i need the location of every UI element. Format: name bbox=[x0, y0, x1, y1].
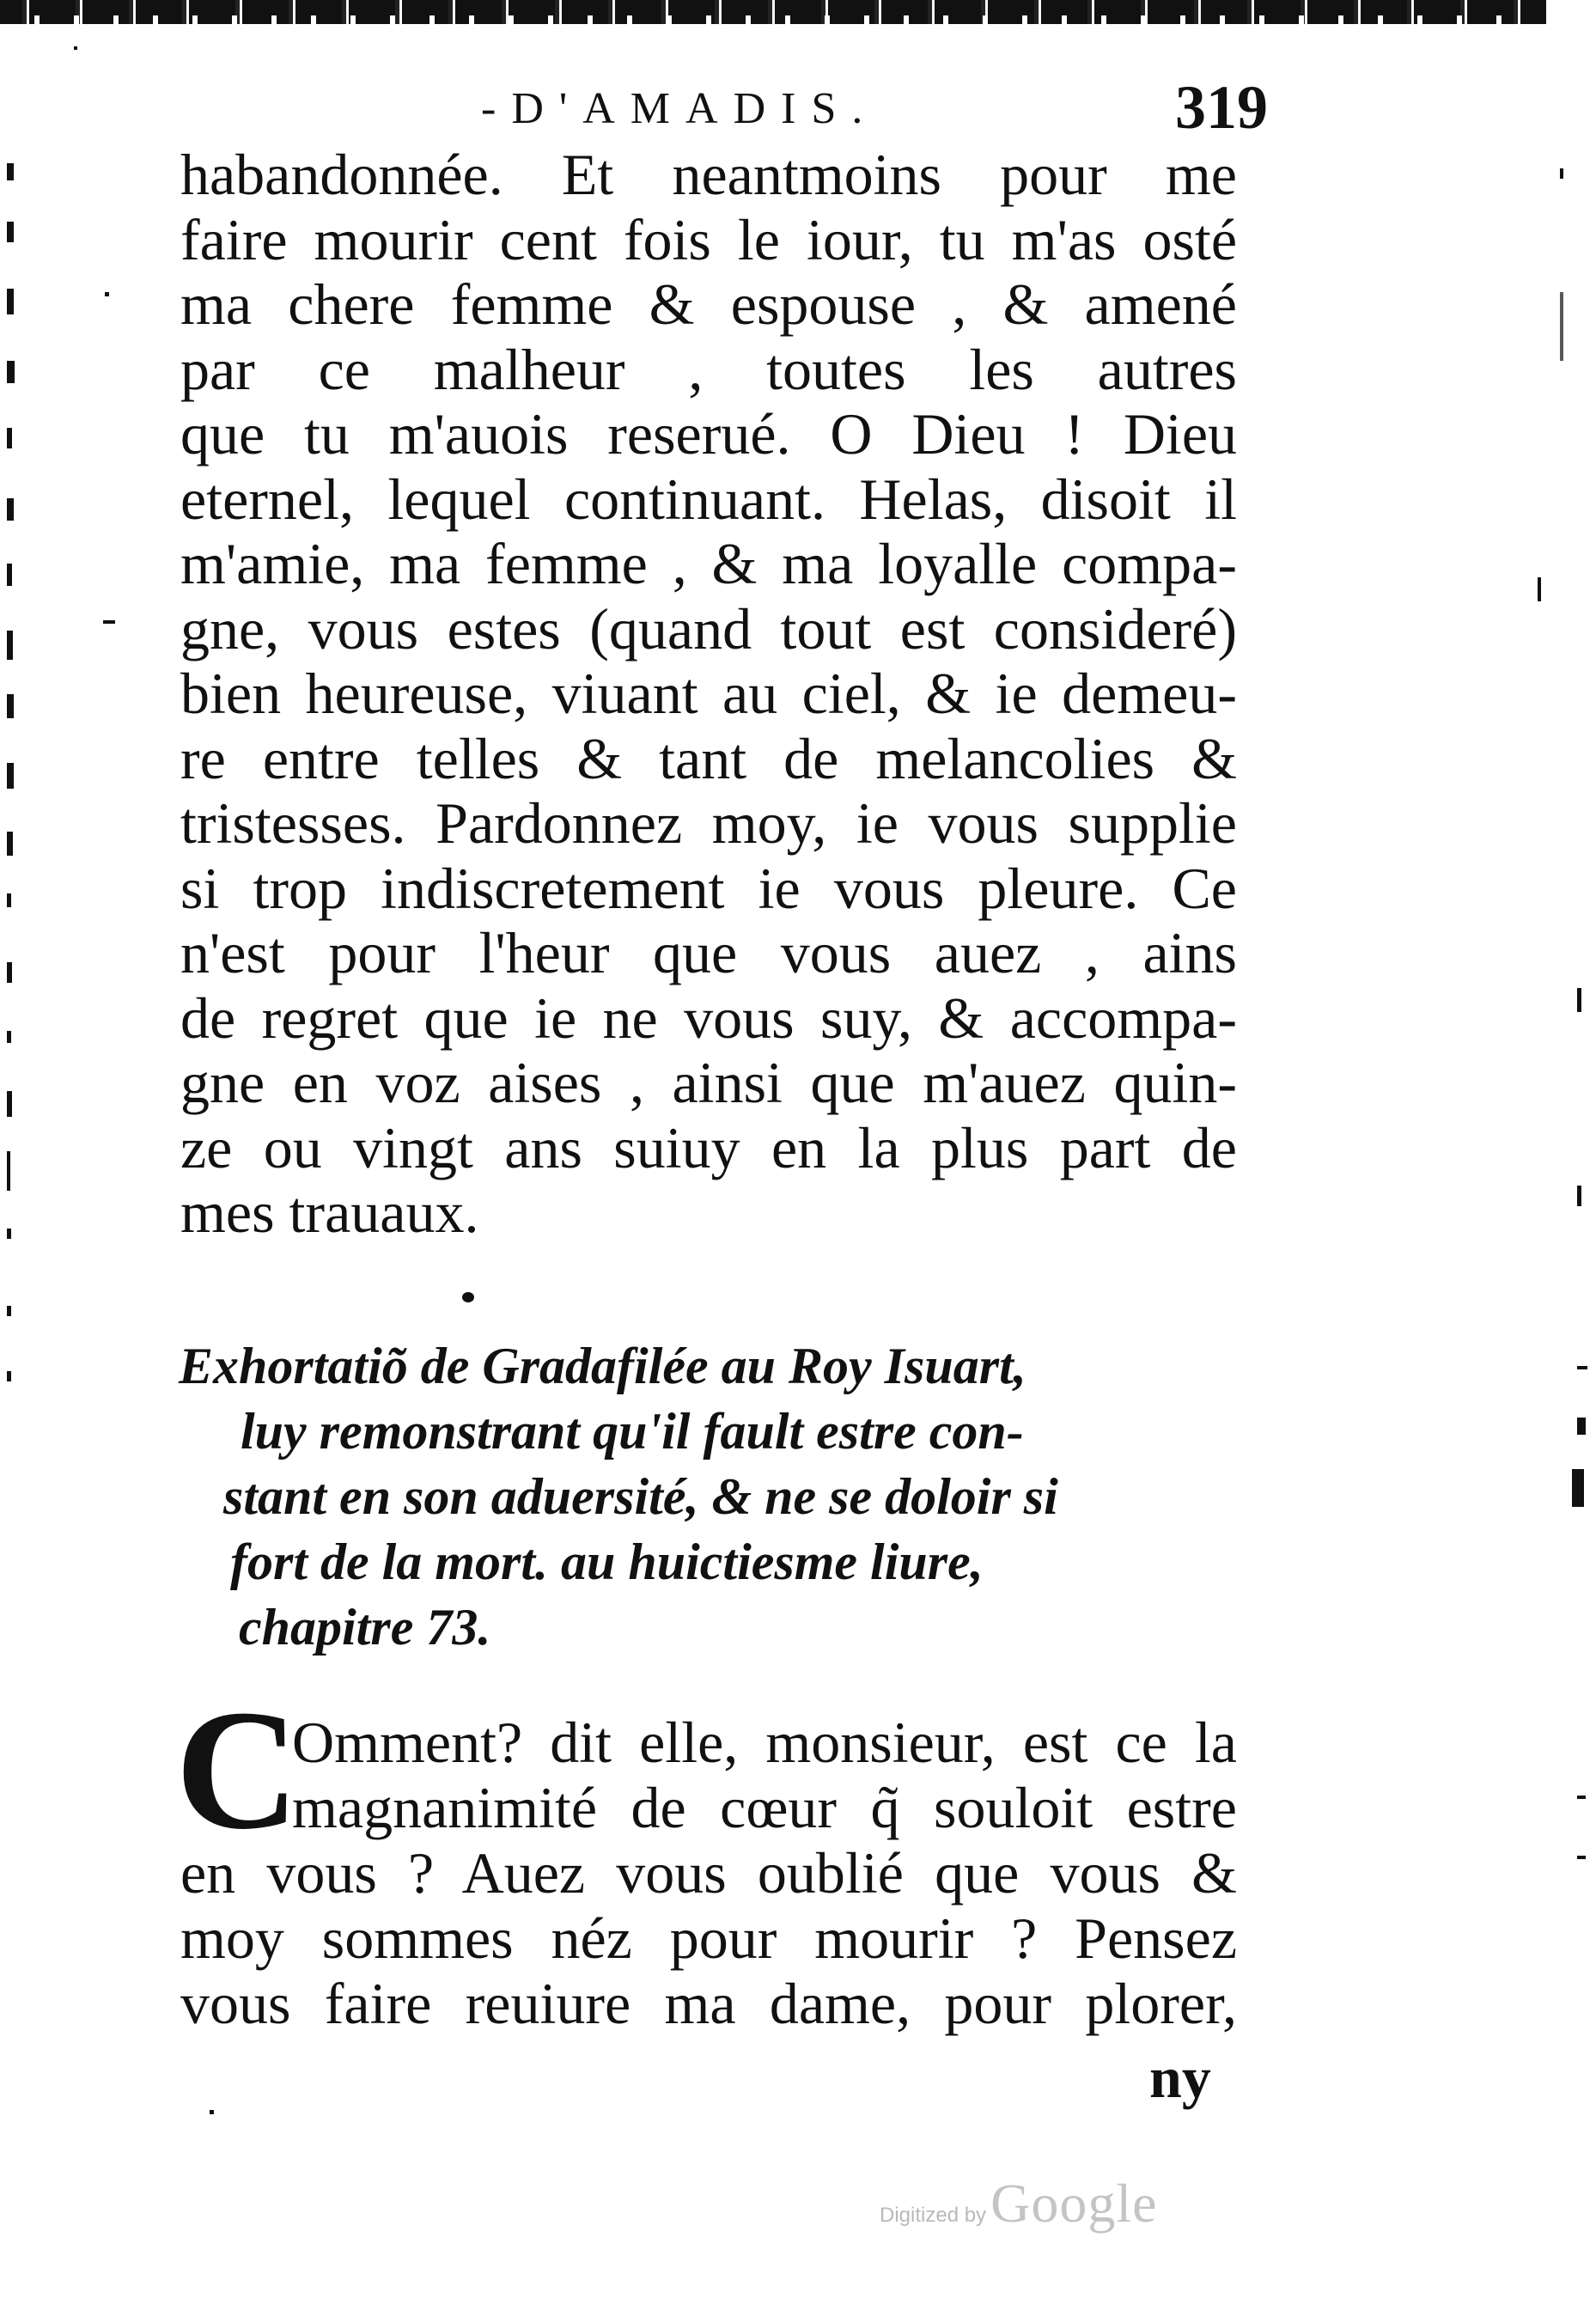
drop-cap: C bbox=[175, 1675, 300, 1865]
body-line: mes trauaux. bbox=[180, 1180, 479, 1245]
chapter-line: moy sommes néz pour mourir ? Pensez bbox=[180, 1906, 1237, 1971]
margin-bleed-mark bbox=[1577, 1186, 1581, 1206]
body-line: ze ou vingt ans suiuy en la plus part de bbox=[180, 1115, 1237, 1180]
margin-bleed-mark bbox=[7, 1371, 11, 1381]
body-line: re entre telles & tant de melancolies & bbox=[180, 726, 1237, 791]
margin-bleed-mark bbox=[7, 222, 14, 242]
body-line: si trop indiscretement ie vous pleure. Ce bbox=[180, 856, 1237, 921]
margin-bleed-mark bbox=[1577, 988, 1581, 1012]
margin-bleed-mark bbox=[7, 163, 14, 180]
chapter-heading-line: fort de la mort. au huictiesme liure, bbox=[230, 1534, 984, 1590]
chapter-heading-line: chapitre 73. bbox=[239, 1599, 491, 1656]
ink-speck bbox=[462, 1292, 474, 1302]
margin-bleed-mark bbox=[7, 631, 13, 660]
watermark-brand: Google bbox=[990, 2173, 1158, 2234]
body-text bbox=[180, 143, 1237, 1246]
chapter-line: Omment? dit elle, monsieur, est ce la bbox=[292, 1710, 1237, 1775]
ink-speck bbox=[210, 2110, 214, 2114]
body-line: de regret que ie ne vous suy, & accompa- bbox=[180, 985, 1237, 1051]
body-line: gne, vous estes (quand tout est consideré) bbox=[180, 596, 1237, 662]
running-title: -D'AMADIS. bbox=[481, 84, 879, 133]
chapter-heading bbox=[179, 1333, 1175, 1660]
margin-bleed-mark bbox=[1577, 1366, 1587, 1369]
margin-bleed-mark bbox=[1538, 577, 1541, 601]
body-line: eternel, lequel continuant. Helas, disoit il bbox=[180, 466, 1237, 532]
margin-bleed-mark bbox=[7, 564, 12, 586]
ink-speck bbox=[103, 620, 115, 624]
chapter-line: vous faire reuiure ma dame, pour plorer, bbox=[180, 1971, 1237, 2036]
margin-bleed-mark bbox=[1577, 1796, 1586, 1799]
page-top-edge-wear bbox=[0, 15, 1512, 24]
margin-bleed-mark bbox=[7, 289, 14, 314]
margin-bleed-mark bbox=[1577, 1856, 1586, 1859]
body-line: habandonnée. Et neantmoins pour me bbox=[180, 143, 1237, 207]
margin-bleed-mark bbox=[7, 1229, 11, 1239]
running-head bbox=[0, 73, 1596, 148]
catchword: ny bbox=[1149, 2045, 1211, 2110]
chapter-heading-line: stant en son aduersité, & ne se doloir si bbox=[223, 1468, 1058, 1525]
digitization-watermark bbox=[880, 2172, 1158, 2241]
body-line: par ce malheur , toutes les autres bbox=[180, 337, 1237, 402]
body-line: m'amie, ma femme , & ma loyalle compa- bbox=[180, 532, 1237, 596]
page-number: 319 bbox=[1175, 73, 1268, 142]
margin-bleed-mark bbox=[7, 498, 14, 521]
margin-bleed-mark bbox=[7, 428, 12, 448]
chapter-heading-line: luy remonstrant qu'il fault estre con- bbox=[241, 1403, 1024, 1460]
margin-bleed-mark bbox=[7, 962, 12, 983]
chapter-text bbox=[175, 1675, 1237, 2036]
body-line: que tu m'auois reserué. O Dieu ! Dieu bbox=[180, 402, 1237, 466]
body-line: tristesses. Pardonnez moy, ie vous supplie bbox=[180, 791, 1237, 856]
margin-bleed-mark bbox=[7, 1306, 11, 1316]
body-line: bien heureuse, viuant au ciel, & ie demeu- bbox=[180, 662, 1237, 726]
margin-bleed-mark bbox=[7, 361, 15, 383]
margin-bleed-mark bbox=[7, 893, 11, 907]
margin-bleed-mark bbox=[1560, 168, 1563, 179]
ink-speck bbox=[105, 292, 109, 296]
margin-bleed-mark bbox=[7, 763, 14, 789]
chapter-line: en vous ? Auez vous oublié que vous & bbox=[180, 1840, 1237, 1906]
chapter-line: magnanimité de cœur q̃ souloit estre bbox=[292, 1775, 1237, 1840]
body-line: gne en voz aises , ainsi que m'auez quin- bbox=[180, 1051, 1237, 1115]
ink-speck bbox=[74, 46, 77, 50]
margin-bleed-mark bbox=[1572, 1469, 1584, 1507]
body-line: faire mourir cent fois le iour, tu m'as osté bbox=[180, 207, 1237, 272]
margin-bleed-mark bbox=[1560, 292, 1563, 361]
watermark-prefix: Digitized by bbox=[880, 2204, 987, 2227]
margin-bleed-mark bbox=[1577, 1418, 1586, 1435]
margin-bleed-mark bbox=[7, 1151, 10, 1191]
body-line: ma chere femme & espouse , & amené bbox=[180, 272, 1237, 337]
margin-bleed-mark bbox=[7, 832, 13, 856]
margin-bleed-mark bbox=[7, 694, 14, 718]
body-line: n'est pour l'heur que vous auez , ains bbox=[180, 921, 1237, 985]
margin-bleed-mark bbox=[7, 1031, 11, 1043]
margin-bleed-mark bbox=[7, 1091, 12, 1117]
chapter-heading-line: Exhortatiõ de Gradafilée au Roy Isuart, bbox=[179, 1338, 1026, 1394]
